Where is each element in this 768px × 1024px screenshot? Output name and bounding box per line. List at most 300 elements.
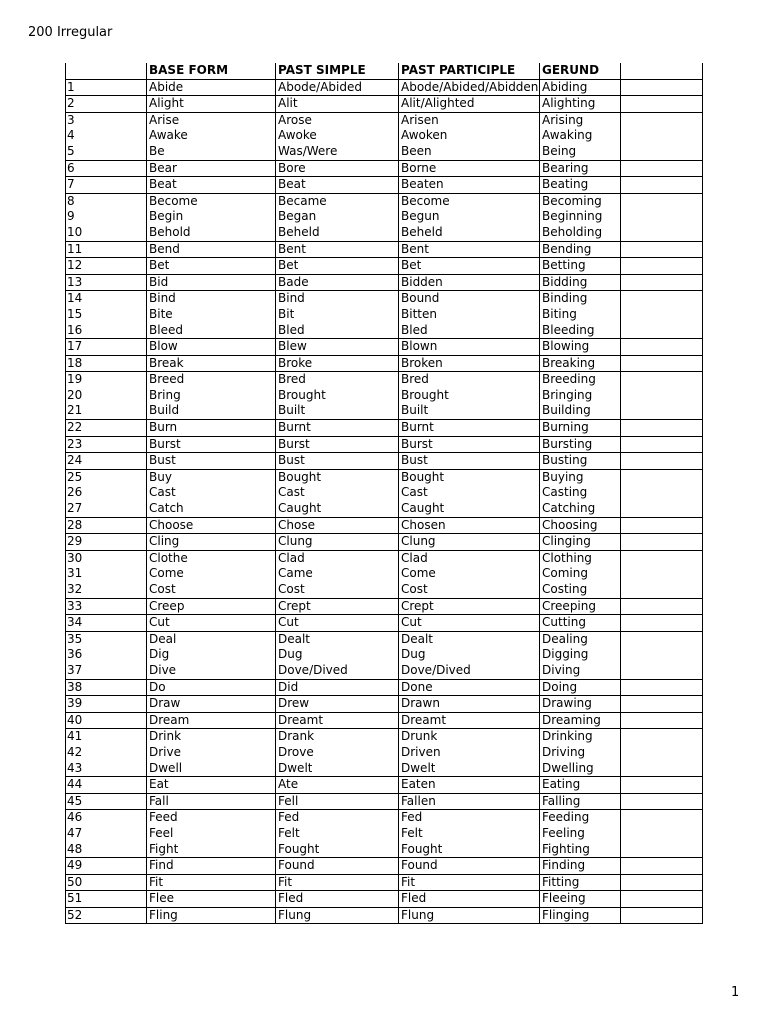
- base-form-cell: Begin: [149, 209, 184, 224]
- verb-number-cell: 51: [67, 891, 83, 906]
- past-participle-cell: Fed: [401, 810, 423, 825]
- table-row: [65, 582, 703, 598]
- verb-number-cell: 50: [67, 874, 83, 889]
- verb-number-cell: 45: [67, 793, 83, 808]
- past-participle-cell: Become: [401, 193, 450, 208]
- base-form-cell: Cast: [149, 485, 176, 500]
- verb-number-cell: 19: [67, 372, 83, 387]
- verb-number-cell: 13: [67, 274, 83, 289]
- verb-number-cell: 9: [67, 209, 75, 224]
- verb-number-cell: 25: [67, 469, 83, 484]
- past-simple-cell: Burnt: [278, 420, 311, 435]
- past-participle-cell: Dug: [401, 647, 426, 662]
- gerund-cell: Choosing: [542, 517, 598, 532]
- past-simple-cell: Dealt: [278, 631, 311, 646]
- past-participle-cell: Cost: [401, 582, 428, 596]
- past-simple-cell: Bind: [278, 291, 305, 306]
- past-simple-cell: Became: [278, 193, 327, 208]
- past-simple-cell: Bade: [278, 274, 309, 289]
- past-simple-cell: Brought: [278, 387, 326, 402]
- past-simple-cell: Bled: [278, 322, 305, 337]
- table-grid-line: [398, 63, 399, 924]
- base-form-cell: Bite: [149, 306, 173, 321]
- gerund-cell: Bringing: [542, 387, 593, 402]
- base-form-cell: Bend: [149, 241, 180, 256]
- past-participle-cell: Fought: [401, 841, 443, 856]
- past-participle-cell: Drawn: [401, 696, 440, 711]
- past-participle-cell: Dwelt: [401, 760, 436, 775]
- table-row: [65, 144, 703, 160]
- past-simple-cell: Came: [278, 566, 313, 581]
- base-form-cell: Dive: [149, 662, 177, 677]
- past-participle-cell: Arisen: [401, 112, 439, 127]
- past-participle-cell: Drunk: [401, 729, 438, 744]
- table-grid-line: [620, 63, 621, 924]
- base-form-cell: Fit: [149, 874, 164, 889]
- table-row: [65, 728, 703, 745]
- verb-number-cell: 49: [67, 858, 83, 873]
- past-simple-cell: Felt: [278, 825, 300, 840]
- base-form-cell: Arise: [149, 112, 180, 127]
- gerund-cell: Catching: [542, 501, 596, 516]
- gerund-cell: Alighting: [542, 96, 596, 111]
- gerund-cell: Casting: [542, 485, 588, 500]
- gerund-cell: Becoming: [542, 193, 602, 208]
- base-form-cell: Breed: [149, 372, 185, 387]
- past-participle-cell: Clad: [401, 550, 428, 565]
- base-form-cell: Eat: [149, 777, 169, 792]
- base-form-cell: Abide: [149, 79, 184, 94]
- past-participle-cell: Awoken: [401, 128, 448, 143]
- gerund-cell: Abiding: [542, 79, 588, 94]
- gerund-cell: Blowing: [542, 339, 590, 354]
- gerund-cell: Bearing: [542, 160, 589, 175]
- past-participle-cell: Bred: [401, 372, 429, 387]
- table-row: [65, 436, 703, 453]
- gerund-cell: Beating: [542, 177, 589, 192]
- base-form-cell: Catch: [149, 501, 184, 516]
- base-form-cell: Bet: [149, 258, 170, 273]
- gerund-cell: Fleeing: [542, 891, 586, 906]
- past-simple-cell: Bust: [278, 453, 305, 468]
- verb-number-cell: 44: [67, 777, 83, 792]
- table-row: [65, 95, 703, 112]
- verb-number-cell: 18: [67, 355, 83, 370]
- verb-number-cell: 3: [67, 112, 75, 127]
- verb-number-cell: 16: [67, 322, 83, 337]
- table-row: [65, 907, 703, 925]
- past-participle-cell: Cast: [401, 485, 428, 500]
- base-form-cell: Buy: [149, 469, 172, 484]
- header-base-form: BASE FORM: [149, 63, 229, 77]
- verb-number-cell: 12: [67, 258, 83, 273]
- base-form-cell: Bear: [149, 160, 177, 175]
- table-grid-line: [702, 63, 703, 924]
- base-form-cell: Draw: [149, 696, 181, 711]
- base-form-cell: Fall: [149, 793, 169, 808]
- past-simple-cell: Chose: [278, 517, 315, 532]
- verb-number-cell: 22: [67, 420, 83, 435]
- gerund-cell: Eating: [542, 777, 581, 792]
- past-simple-cell: Caught: [278, 501, 322, 516]
- table-row: [65, 874, 703, 891]
- gerund-cell: Drawing: [542, 696, 592, 711]
- past-simple-cell: Crept: [278, 598, 311, 613]
- past-participle-cell: Come: [401, 566, 436, 581]
- past-simple-cell: Cut: [278, 615, 299, 630]
- gerund-cell: Finding: [542, 858, 586, 873]
- base-form-cell: Clothe: [149, 550, 188, 565]
- verb-number-cell: 8: [67, 193, 75, 208]
- gerund-cell: Cutting: [542, 615, 586, 630]
- past-participle-cell: Burnt: [401, 420, 434, 435]
- past-participle-cell: Bust: [401, 453, 428, 468]
- past-participle-cell: Fled: [401, 891, 427, 906]
- gerund-cell: Drinking: [542, 729, 593, 744]
- table-row: [65, 501, 703, 517]
- table-row: [65, 193, 703, 210]
- table-row: [65, 274, 703, 291]
- document-title: 200 Irregular: [28, 25, 113, 40]
- table-row: [65, 338, 703, 355]
- past-participle-cell: Bitten: [401, 306, 437, 321]
- gerund-cell: Fitting: [542, 874, 580, 889]
- gerund-cell: Doing: [542, 679, 578, 694]
- past-participle-cell: Dove/Dived: [401, 662, 471, 677]
- verb-number-cell: 1: [67, 79, 75, 94]
- past-participle-cell: Blown: [401, 339, 438, 354]
- gerund-cell: Busting: [542, 453, 588, 468]
- past-simple-cell: Clung: [278, 534, 313, 549]
- gerund-cell: Flinging: [542, 907, 590, 922]
- gerund-cell: Betting: [542, 258, 586, 273]
- base-form-cell: Blow: [149, 339, 178, 354]
- past-participle-cell: Chosen: [401, 517, 446, 532]
- base-form-cell: Break: [149, 355, 184, 370]
- table-row: [65, 631, 703, 648]
- base-form-cell: Beat: [149, 177, 177, 192]
- past-simple-cell: Burst: [278, 436, 310, 451]
- verb-number-cell: 17: [67, 339, 83, 354]
- base-form-cell: Choose: [149, 517, 194, 532]
- gerund-cell: Falling: [542, 793, 581, 808]
- table-row: [65, 695, 703, 712]
- past-simple-cell: Cost: [278, 582, 305, 596]
- past-simple-cell: Ate: [278, 777, 299, 792]
- base-form-cell: Feed: [149, 810, 178, 825]
- past-participle-cell: Burst: [401, 436, 433, 451]
- past-participle-cell: Caught: [401, 501, 445, 516]
- base-form-cell: Cling: [149, 534, 180, 549]
- base-form-cell: Bid: [149, 274, 169, 289]
- gerund-cell: Driving: [542, 744, 586, 759]
- verb-number-cell: 5: [67, 143, 75, 158]
- verb-number-cell: 30: [67, 550, 83, 565]
- base-form-cell: Dig: [149, 647, 170, 662]
- base-form-cell: Come: [149, 566, 184, 581]
- table-row: [65, 257, 703, 274]
- past-participle-cell: Eaten: [401, 777, 436, 792]
- base-form-cell: Flee: [149, 891, 175, 906]
- past-participle-cell: Dealt: [401, 631, 434, 646]
- gerund-cell: Feeling: [542, 825, 585, 840]
- table-row: [65, 355, 703, 372]
- verb-number-cell: 2: [67, 96, 75, 111]
- verb-number-cell: 38: [67, 679, 83, 694]
- gerund-cell: Bursting: [542, 436, 593, 451]
- past-simple-cell: Found: [278, 858, 315, 873]
- base-form-cell: Burst: [149, 436, 181, 451]
- table-row: [65, 241, 703, 258]
- base-form-cell: Fight: [149, 841, 179, 856]
- gerund-cell: Clinging: [542, 534, 591, 549]
- past-participle-cell: Alit/Alighted: [401, 96, 475, 111]
- past-participle-cell: Fallen: [401, 793, 436, 808]
- past-participle-cell: Borne: [401, 160, 437, 175]
- past-simple-cell: Dove/Dived: [278, 662, 348, 677]
- gerund-cell: Fighting: [542, 841, 590, 856]
- verb-number-cell: 6: [67, 160, 75, 175]
- base-form-cell: Find: [149, 858, 174, 873]
- past-participle-cell: Been: [401, 143, 432, 158]
- verb-number-cell: 40: [67, 712, 83, 727]
- past-participle-cell: Dreamt: [401, 712, 447, 727]
- past-simple-cell: Alit: [278, 96, 298, 111]
- past-simple-cell: Bet: [278, 258, 299, 273]
- table-row: [65, 776, 703, 793]
- past-simple-cell: Beat: [278, 177, 306, 192]
- past-simple-cell: Fell: [278, 793, 299, 808]
- table-row: [65, 598, 703, 615]
- past-simple-cell: Blew: [278, 339, 307, 354]
- past-simple-cell: Clad: [278, 550, 305, 565]
- page-number: 1: [731, 985, 740, 1000]
- verb-number-cell: 23: [67, 436, 83, 451]
- gerund-cell: Buying: [542, 469, 584, 484]
- table-row: [65, 112, 703, 129]
- verb-number-cell: 41: [67, 729, 83, 744]
- table-header-row: [65, 63, 703, 79]
- past-simple-cell: Dwelt: [278, 760, 313, 775]
- verb-number-cell: 47: [67, 825, 83, 840]
- gerund-cell: Arising: [542, 112, 584, 127]
- past-simple-cell: Flung: [278, 907, 312, 922]
- gerund-cell: Awaking: [542, 128, 593, 143]
- past-participle-cell: Clung: [401, 534, 436, 549]
- table-row: [65, 745, 703, 761]
- table-row: [65, 160, 703, 177]
- base-form-cell: Burn: [149, 420, 178, 435]
- table-row: [65, 614, 703, 631]
- header-past-simple: PAST SIMPLE: [278, 63, 366, 77]
- table-row: [65, 403, 703, 419]
- verb-number-cell: 10: [67, 224, 83, 239]
- past-simple-cell: Cast: [278, 485, 305, 500]
- verb-number-cell: 48: [67, 841, 83, 856]
- base-form-cell: Cost: [149, 582, 176, 596]
- verb-number-cell: 32: [67, 582, 83, 596]
- base-form-cell: Alight: [149, 96, 184, 111]
- base-form-cell: Become: [149, 193, 198, 208]
- table-row: [65, 566, 703, 582]
- base-form-cell: Bind: [149, 291, 176, 306]
- base-form-cell: Awake: [149, 128, 188, 143]
- header-past-participle: PAST PARTICIPLE: [401, 63, 516, 77]
- past-participle-cell: Begun: [401, 209, 440, 224]
- past-participle-cell: Felt: [401, 825, 423, 840]
- base-form-cell: Cut: [149, 615, 170, 630]
- table-row: [65, 712, 703, 729]
- base-form-cell: Dream: [149, 712, 190, 727]
- past-simple-cell: Abode/Abided: [278, 79, 362, 94]
- past-simple-cell: Began: [278, 209, 317, 224]
- past-participle-cell: Beaten: [401, 177, 444, 192]
- past-participle-cell: Abode/Abided/Abidden: [401, 79, 539, 94]
- past-participle-cell: Fit: [401, 874, 416, 889]
- past-simple-cell: Did: [278, 679, 299, 694]
- verb-number-cell: 35: [67, 631, 83, 646]
- base-form-cell: Bust: [149, 453, 176, 468]
- table-row: [65, 225, 703, 241]
- verb-number-cell: 33: [67, 598, 83, 613]
- past-simple-cell: Bent: [278, 241, 306, 256]
- past-participle-cell: Bought: [401, 469, 445, 484]
- base-form-cell: Creep: [149, 598, 185, 613]
- table-row: [65, 209, 703, 225]
- verb-number-cell: 7: [67, 177, 75, 192]
- gerund-cell: Costing: [542, 582, 588, 596]
- table-row: [65, 517, 703, 534]
- verb-number-cell: 28: [67, 517, 83, 532]
- past-simple-cell: Bought: [278, 469, 322, 484]
- base-form-cell: Feel: [149, 825, 174, 840]
- gerund-cell: Dreaming: [542, 712, 601, 727]
- table-grid-line: [65, 63, 66, 924]
- table-grid-line: [146, 63, 147, 924]
- past-participle-cell: Broken: [401, 355, 443, 370]
- gerund-cell: Beholding: [542, 224, 603, 239]
- table-row: [65, 663, 703, 679]
- verb-number-cell: 11: [67, 241, 83, 256]
- gerund-cell: Dwelling: [542, 760, 594, 775]
- table-row: [65, 842, 703, 858]
- table-row: [65, 290, 703, 307]
- gerund-cell: Diving: [542, 662, 581, 677]
- table-row: [65, 371, 703, 388]
- verb-number-cell: 42: [67, 744, 83, 759]
- table-row: [65, 452, 703, 469]
- past-participle-cell: Driven: [401, 744, 441, 759]
- verb-number-cell: 21: [67, 403, 83, 418]
- verb-number-cell: 27: [67, 501, 83, 516]
- past-simple-cell: Dreamt: [278, 712, 324, 727]
- gerund-cell: Burning: [542, 420, 589, 435]
- gerund-cell: Breeding: [542, 372, 596, 387]
- verb-number-cell: 37: [67, 662, 83, 677]
- table-row: [65, 826, 703, 842]
- table-row: [65, 323, 703, 339]
- gerund-cell: Beginning: [542, 209, 603, 224]
- gerund-cell: Bleeding: [542, 322, 595, 337]
- gerund-cell: Biting: [542, 306, 577, 321]
- table-row: [65, 388, 703, 404]
- gerund-cell: Being: [542, 143, 577, 158]
- gerund-cell: Clothing: [542, 550, 592, 565]
- past-participle-cell: Flung: [401, 907, 435, 922]
- table-row: [65, 679, 703, 696]
- gerund-cell: Digging: [542, 647, 589, 662]
- gerund-cell: Binding: [542, 291, 588, 306]
- past-simple-cell: Bred: [278, 372, 306, 387]
- past-simple-cell: Awoke: [278, 128, 317, 143]
- verb-number-cell: 15: [67, 306, 83, 321]
- past-simple-cell: Drank: [278, 729, 315, 744]
- past-simple-cell: Fought: [278, 841, 320, 856]
- gerund-cell: Bending: [542, 241, 592, 256]
- table-row: [65, 128, 703, 144]
- past-participle-cell: Bet: [401, 258, 422, 273]
- table-row: [65, 419, 703, 436]
- past-simple-cell: Arose: [278, 112, 312, 127]
- verb-number-cell: 34: [67, 615, 83, 630]
- verb-number-cell: 29: [67, 534, 83, 549]
- table-row: [65, 793, 703, 810]
- past-participle-cell: Bled: [401, 322, 428, 337]
- base-form-cell: Bring: [149, 387, 181, 402]
- past-participle-cell: Bound: [401, 291, 440, 306]
- past-participle-cell: Brought: [401, 387, 449, 402]
- gerund-cell: Feeding: [542, 810, 590, 825]
- verb-number-cell: 39: [67, 696, 83, 711]
- irregular-verbs-table: [65, 63, 703, 924]
- gerund-cell: Breaking: [542, 355, 596, 370]
- base-form-cell: Behold: [149, 224, 191, 239]
- past-simple-cell: Bore: [278, 160, 306, 175]
- base-form-cell: Bleed: [149, 322, 183, 337]
- base-form-cell: Deal: [149, 631, 177, 646]
- verb-number-cell: 4: [67, 128, 75, 143]
- verb-number-cell: 43: [67, 760, 83, 775]
- base-form-cell: Do: [149, 679, 166, 694]
- gerund-cell: Coming: [542, 566, 588, 581]
- past-participle-cell: Found: [401, 858, 438, 873]
- past-participle-cell: Beheld: [401, 224, 443, 239]
- gerund-cell: Creeping: [542, 598, 596, 613]
- table-row: [65, 890, 703, 907]
- past-simple-cell: Bit: [278, 306, 295, 321]
- past-participle-cell: Crept: [401, 598, 434, 613]
- past-participle-cell: Cut: [401, 615, 422, 630]
- table-row: [65, 307, 703, 323]
- table-grid-line: [275, 63, 276, 924]
- table-row: [65, 550, 703, 567]
- base-form-cell: Drive: [149, 744, 181, 759]
- verb-number-cell: 52: [67, 907, 83, 922]
- past-simple-cell: Beheld: [278, 224, 320, 239]
- gerund-cell: Building: [542, 403, 591, 418]
- base-form-cell: Drink: [149, 729, 182, 744]
- table-row: [65, 485, 703, 501]
- past-participle-cell: Bent: [401, 241, 429, 256]
- past-participle-cell: Done: [401, 679, 433, 694]
- gerund-cell: Dealing: [542, 631, 588, 646]
- verb-number-cell: 26: [67, 485, 83, 500]
- past-participle-cell: Bidden: [401, 274, 443, 289]
- past-simple-cell: Drew: [278, 696, 310, 711]
- table-grid-line: [539, 63, 540, 924]
- base-form-cell: Fling: [149, 907, 178, 922]
- past-simple-cell: Fit: [278, 874, 293, 889]
